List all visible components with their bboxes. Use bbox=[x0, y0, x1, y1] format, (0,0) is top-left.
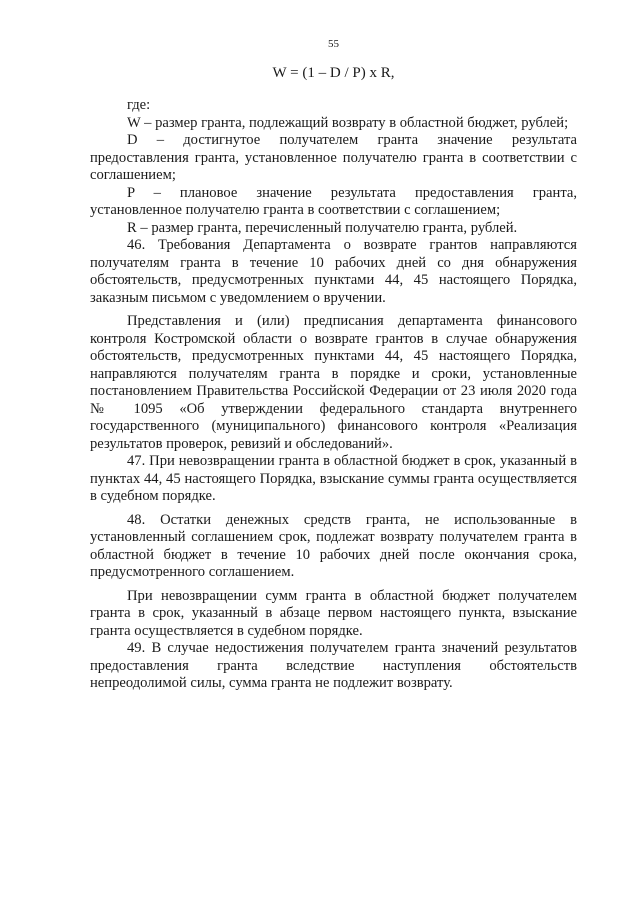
paragraph-where-label: где: bbox=[127, 97, 151, 113]
grant-return-formula: W = (1 – D / P) x R, bbox=[272, 65, 395, 81]
paragraph-item-47: 47. При невозвращении гранта в областной бюджет в срок, указанный в пунктах 44, 45 настоящего Порядка, взыскание суммы гранта осуществляется в судебном порядке. bbox=[90, 453, 577, 504]
page-number: 55 bbox=[328, 38, 339, 50]
paragraph-definition-d: D – достигнутое получателем гранта значение результата предоставления гранта, установленное получателю гранта в соответствии с соглашением; bbox=[90, 132, 577, 183]
paragraph-item-48-non-return: При невозвращении сумм гранта в областной бюджет получателем гранта в срок, указанный в абзаце первом настоящего пункта, взыскание гранта осуществляется в судебном порядке. bbox=[90, 587, 577, 639]
document-body bbox=[90, 97, 577, 693]
paragraph-definition-w: W – размер гранта, подлежащий возврату в областной бюджет, рублей; bbox=[127, 114, 569, 131]
paragraph-item-46: 46. Требования Департамента о возврате грантов направляются получателям гранта в течение 10 рабочих дней со дня обнаружения обстоятельств, предусмотренных пунктами 44, 45 настоящего Порядка, заказным письмом с уведомлением о вручении. bbox=[90, 237, 577, 306]
paragraph-item-46-representations: Представления и (или) предписания департамента финансового контроля Костромской области о возврате грантов в случае обнаружения обстоятельств, предусмотренных пунктами 44, 45 настоящего Порядка, направляются получателям гранта в порядке и сроки, установленные постановлением Правительства Российской Федерации от 23 июля 2020 года № 1095 «Об утверждении федерального стандарта внутреннего государственного (муниципального) финансового контроля «Реализация результатов проверок, ревизий и обследований». bbox=[90, 313, 577, 452]
paragraph-item-49: 49. В случае недостижения получателем гранта значений результатов предоставления гранта вследствие наступления обстоятельств непреодолимой силы, сумма гранта не подлежит возврату. bbox=[90, 640, 577, 691]
paragraph-item-48: 48. Остатки денежных средств гранта, не использованные в установленный соглашением срок, подлежат возврату получателем гранта в областной бюджет в течение 10 рабочих дней после окончания срока, предусмотренного соглашением. bbox=[90, 511, 577, 580]
paragraph-definition-p: P – плановое значение результата предоставления гранта, установленное получателю гранта в соответствии с соглашением; bbox=[90, 184, 577, 218]
paragraph-definition-r: R – размер гранта, перечисленный получателю гранта, рублей. bbox=[127, 219, 518, 236]
